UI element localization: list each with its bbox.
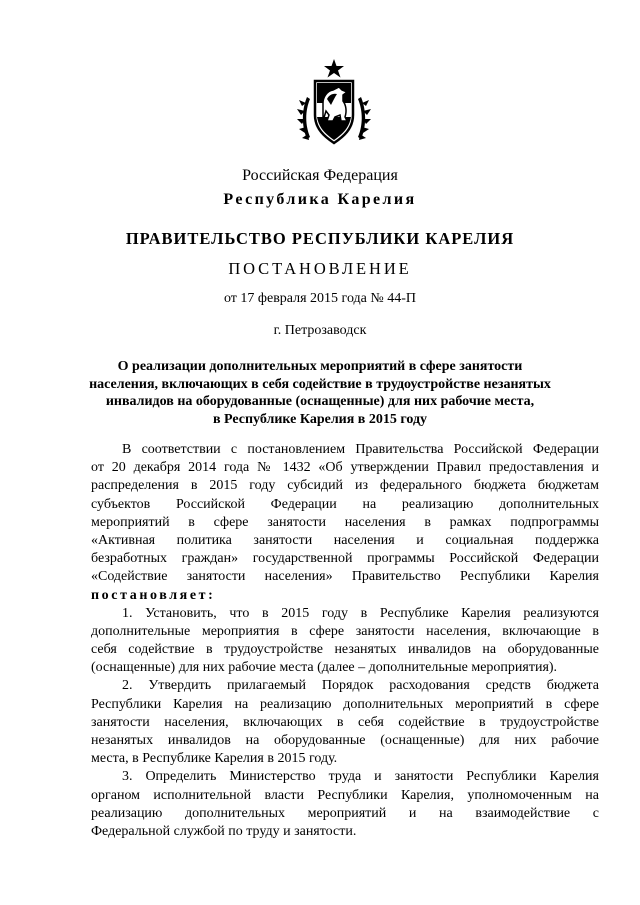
text-line: незанятых инвалидов на оборудованные (оснащенные) для них рабочие [91,733,599,748]
country-name: Российская Федерация [242,167,398,184]
document-title-line: инвалидов на оборудованные (оснащенные) для них рабочие места, [105,394,535,409]
decree-line [91,587,599,605]
city-name: г. Петрозаводск [273,323,367,338]
item-paragraph-2 [91,677,599,768]
text-line: органом исполнительной власти Республики Карелия, уполномоченным на [91,787,599,803]
text-line: «Активная политика занятости населения и социальная поддержка [91,532,599,548]
document-title-line: в Республике Карелия в 2015 году [212,411,428,427]
text-line: мероприятий в сфере занятости населения в рамках подпрограммы [91,514,599,530]
document-title-line: населения, включающих в себя содействие в трудоустройстве незанятых [89,376,551,392]
text-line: реализацию дополнительных мероприятий и на взаимодействие с [91,805,599,821]
document-type: ПОСТАНОВЛЕНИЕ [228,259,412,278]
text-line: от 20 декабря 2014 года № 1432 «Об утверждении Правил предоставления и [91,460,599,476]
text-line: Федеральной службой по труду и занятости. [91,823,357,839]
text-line: (оснащенные) для них рабочие места (далее – дополнительные мероприятия). [91,660,558,676]
text-line: безработных граждан» государственной программы Российской Федерации [91,551,599,567]
text-line: 2. Утвердить прилагаемый Порядок расходования средств бюджета [122,678,599,694]
document-title-line: О реализации дополнительных мероприятий в сфере занятости [117,359,523,374]
text-line: дополнительные мероприятия в сфере занятости населения, включающие в [91,623,599,639]
text-line: субъектов Российской Федерации на реализацию дополнительных [91,496,599,512]
item-paragraph-3 [91,768,599,841]
text-line: себя содействие в трудоустройстве незанятых инвалидов на оборудованные [91,642,599,658]
document-title [60,358,580,428]
text-line: занятости населения, включающих в себя содействие в трудоустройстве [91,714,599,730]
text-line: 3. Определить Министерство труда и занятости Республики Карелия [122,769,599,785]
item-paragraph-1 [91,605,599,678]
text-line: В соответствии с постановлением Правительства Российской Федерации [122,442,599,457]
republic-name: Республика Карелия [223,191,417,208]
preamble-paragraph [91,441,599,605]
coat-of-arms-emblem [293,59,375,149]
decree-word: постановляет: [91,587,216,603]
text-line: распределения в 2015 году субсидий из федерального бюджета бюджетам [91,478,599,494]
government-heading: ПРАВИТЕЛЬСТВО РЕСПУБЛИКИ КАРЕЛИЯ [125,229,515,248]
text-line: Республики Карелия на реализацию дополнительных мероприятий в сфере [91,696,599,712]
document-date-number: от 17 февраля 2015 года № 44-П [223,291,417,306]
text-line: 1. Установить, что в 2015 году в Республике Карелия реализуются [122,605,599,621]
document-body [91,441,599,841]
text-line: «Содействие занятости населения» Правительство Республики Карелия [91,569,599,585]
text-line: места, в Республике Карелия в 2015 году. [91,751,338,767]
